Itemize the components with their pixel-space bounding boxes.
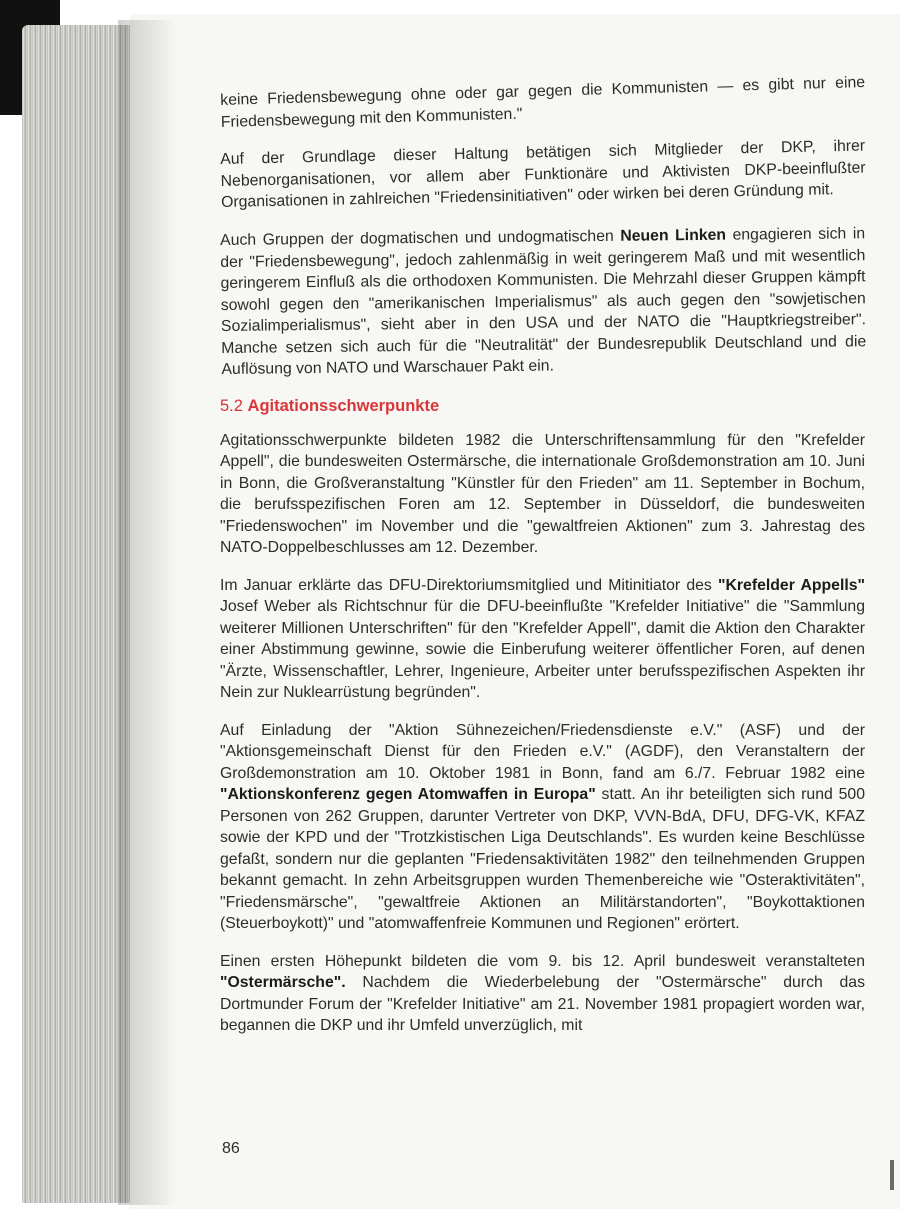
section-heading bbox=[220, 396, 865, 418]
text-run: Auf Einladung der "Aktion Sühnezeichen/Friedensdienste e.V." (ASF) und der "Aktionsgemeinschaft Dienst für den Frieden e.V." (AGDF), den Veranstaltern der Großdemonstration am 10. Oktober 1981 in Bonn, fand am 6./7. Februar 1982 eine bbox=[220, 721, 865, 782]
text-run: Agitationsschwerpunkte bildeten 1982 die Unterschriftensammlung für den "Krefelder Appell", die bundesweiten Ostermärsche, die internationale Großdemonstration am 10. Juni in Bonn, die Großveranstaltung "Künstler für den Frieden" am 11. September in Bochum, die berufsspezifischen Foren am 12. September in Düsseldorf, die bundesweiten "Friedenswochen" im November und die "gewaltfreien Aktionen" zum 3. Jahrestag des NATO-Doppelbeschlusses am 12. Dezember. bbox=[220, 431, 865, 556]
bold-phrase: "Aktionskonferenz gegen Atomwaffen in Europa" bbox=[220, 786, 596, 803]
paragraphs-after-section bbox=[220, 430, 865, 1037]
section-number: 5.2 bbox=[220, 397, 243, 415]
page-number: 86 bbox=[222, 1140, 240, 1157]
binding-shadow bbox=[118, 20, 178, 1205]
text-run: keine Friedensbewegung ohne oder gar gegen die Kommunisten — es gibt nur eine Friedensbewegung mit den Kommunisten." bbox=[220, 73, 866, 131]
text-run: Einen ersten Höhepunkt bildeten die vom 9. bis 12. April bundesweit veranstalteten bbox=[220, 952, 865, 970]
text-run: Auch Gruppen der dogmatischen und undogmatischen bbox=[220, 227, 621, 249]
body-text bbox=[220, 73, 867, 1053]
paragraph bbox=[220, 575, 865, 704]
text-run: engagieren sich in der "Friedensbewegung", jedoch zahlenmäßig in weit geringerem Maß und mit wesentlich geringerem Einfluß als die orthodoxen Kommunisten. Die Mehrzahl dieser Gruppen kämpft sowohl gegen den "amerikanischen Imperialismus" als auch gegen den "sowjetischen Sozialimperialismus", sieht aber in den USA und der NATO die "Hauptkriegstreiber". Manche setzen sich auch für die "Neutralität" der Bundesrepublik Deutschland und die Auflösung von NATO und Warschauer Pakt ein. bbox=[220, 224, 867, 378]
text-run: statt. An ihr beteiligten sich rund 500 Personen von 262 Gruppen, darunter Vertreter von DKP, VVN-BdA, DFU, DFG-VK, KFAZ sowie der KPD und der "Trotzkistischen Liga Deutschlands". Es wurden keine Beschlüsse gefaßt, sondern nur die geplanten "Friedensaktivitäten 1982" den teilnehmenden Gruppen bekannt gemacht. In zehn Arbeitsgruppen wurden Themenbereiche wie "Osteraktivitäten", "Friedensmärsche", "gewaltfreie Aktionen an Militärstandorten", "Boykottaktionen (Steuerboykott)" und "atomwaffenfreie Kommunen und Regionen" erörtert. bbox=[220, 786, 865, 932]
paragraph bbox=[220, 951, 865, 1037]
section-title: Agitationsschwerpunkte bbox=[247, 397, 440, 415]
bold-phrase: "Ostermärsche". bbox=[220, 974, 346, 991]
paragraph bbox=[220, 430, 865, 559]
text-run: Auf der Grundlage dieser Haltung betätigen sich Mitglieder der DKP, ihrer Nebenorganisationen, vor allem aber Funktionäre und Aktivisten DKP-beeinflußter Organisationen in zahlreichen "Friedensinitiativen" oder wirken bei deren Gründung mit. bbox=[220, 137, 866, 211]
bold-phrase: Neuen Linken bbox=[620, 226, 727, 245]
bold-phrase: "Krefelder Appells" bbox=[718, 576, 865, 594]
text-run: Nachdem die Wiederbelebung der "Ostermärsche" durch das Dortmunder Forum der "Krefelder Initiative" am 21. November 1981 propagiert worden war, begannen die DKP und ihr Umfeld unverzüglich, mit bbox=[220, 974, 865, 1034]
paragraph bbox=[220, 720, 865, 935]
paragraph bbox=[220, 135, 866, 213]
text-run: Im Januar erklärte das DFU-Direktoriumsmitglied und Mitinitiator des bbox=[220, 576, 719, 594]
paragraphs-before-section bbox=[220, 73, 867, 380]
page-edge-mark bbox=[890, 1160, 894, 1190]
text-run: Josef Weber als Richtschnur für die DFU-beeinflußte "Krefelder Initiative" die "Sammlung weiterer Millionen Unterschriften" für den "Krefelder Appell", damit die Aktion den Charakter einer Abstimmung gewinne, sowie die Einberufung weiterer öffentlicher Foren, auf denen "Ärzte, Wissenschaftler, Lehrer, Ingenieure, Arbeiter unter berufsspezifischen Aspekten ihr Nein zur Nuklearrüstung begründen". bbox=[220, 598, 865, 701]
paragraph bbox=[220, 223, 867, 380]
